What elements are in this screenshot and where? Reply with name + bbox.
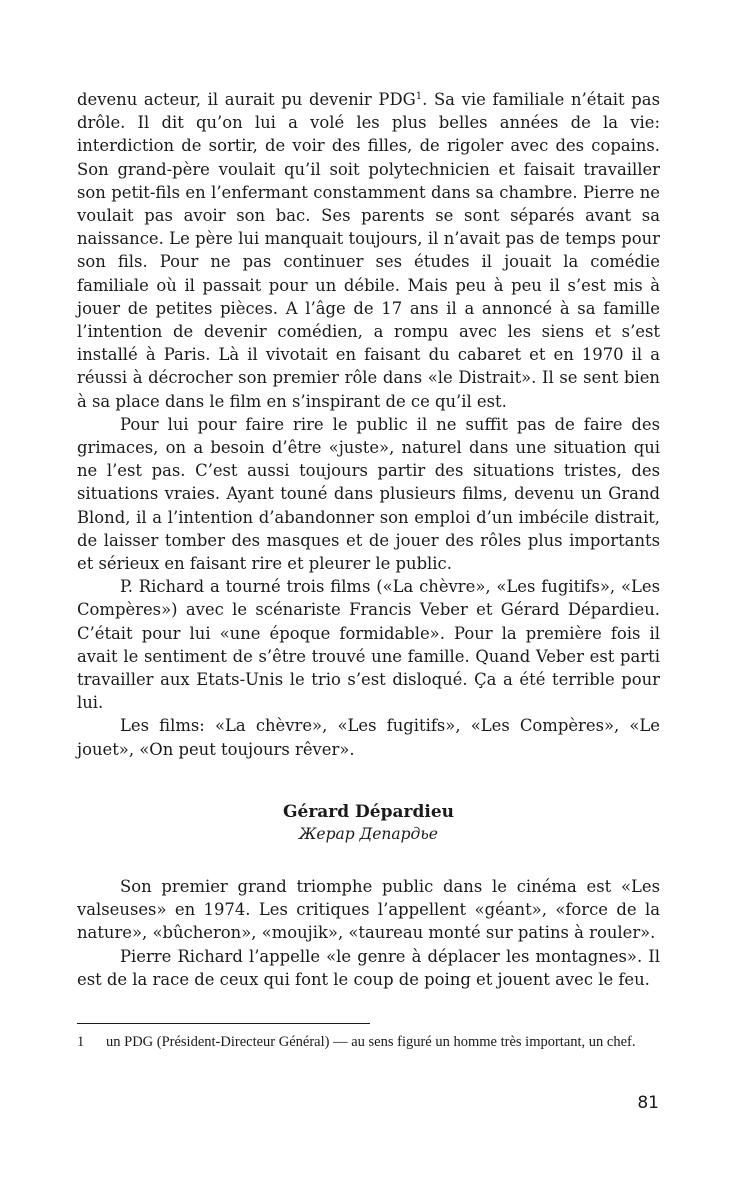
- section-gerard-depardieu-text: [77, 875, 660, 991]
- paragraph: [77, 88, 660, 413]
- paragraph: Pour lui pour faire rire le public il ne suffit pas de faire des grimaces, on a besoin d’être «juste», naturel dans une situation qui ne l’est pas. C’est aussi toujours partir des situations tristes, des situations vraies. Ayant touné dans plusieurs films, devenu un Grand Blond, il a l’intention d’abandonner son emploi d’un imbécile distrait, de laisser tomber des masques et de jouer des rôles plus importants et sérieux en faisant rire et pleurer le public.: [77, 414, 660, 574]
- footnote-text: un PDG (Président-Directeur Général) — au sens figuré un homme très important, un chef.: [106, 1034, 636, 1050]
- section-pierre-richard-text: [77, 88, 660, 761]
- footnote-number: 1: [77, 1034, 85, 1050]
- section-heading: [77, 801, 660, 845]
- paragraph: Son premier grand triomphe public dans le cinéma est «Les valseuses» en 1974. Les critiques l’appellent «géant», «force de la nature», «bûcheron», «moujik», «taureau monté sur patins à rouler».: [77, 876, 660, 943]
- page-body: [77, 88, 660, 991]
- footnote-divider: [77, 1023, 370, 1024]
- footnote: [77, 1032, 660, 1052]
- page-number: 81: [637, 1093, 659, 1113]
- paragraph-text: . Sa vie familiale n’était pas drôle. Il dit qu’on lui a volé les plus belles années de la vie: interdiction de sortir, de voir des filles, de rigoler avec des copains. Son grand-père voulait qu’il soit polytechnicien et faisait travailler son petit-fils en l’enfermant constamment dans sa chambre. Pierre ne voulait pas avoir son bac. Ses parents se sont séparés avant sa naissance. Le père lui manquait toujours, il n’avait pas de temps pour son fils. Pour ne pas continuer ses études il jouait la comédie familiale où il passait pour un débile. Mais peu à peu il s’est mis à jouer de petites pièces. A l’âge de 17 ans il a annoncé à sa famille l’intention de devenir comédien, a rompu avec les siens et s’est installé à Paris. Là il vivotait en faisant du cabaret et en 1970 il a réussi à décrocher son premier rôle dans «le Distrait». Il se sent bien à sa place dans le film en s’inspirant de ce qu’il est.: [77, 90, 660, 411]
- footnote-reference: 1: [415, 91, 423, 102]
- heading-title: Gérard Dépardieu: [282, 801, 454, 822]
- paragraph: Pierre Richard l’appelle «le genre à déplacer les montagnes». Il est de la race de ceux qui font le coup de poing et jouent avec le feu.: [77, 946, 660, 989]
- heading-subtitle: Жерар Депардье: [299, 824, 438, 843]
- paragraph: Les films: «La chèvre», «Les fugitifs», «Les Compères», «Le jouet», «On peut toujours rêver».: [77, 716, 660, 759]
- paragraph-text: devenu acteur, il aurait pu devenir PDG: [77, 90, 416, 109]
- paragraph: P. Richard a tourné trois films («La chèvre», «Les fugitifs», «Les Compères») avec le scénariste Francis Veber et Gérard Dépardieu. C’était pour lui «une époque formidable». Pour la première fois il avait le sentiment de s’être trouvé une famille. Quand Veber est parti travailler aux Etats-Unis le trio s’est disloqué. Ça a été terrible pour lui.: [77, 577, 660, 713]
